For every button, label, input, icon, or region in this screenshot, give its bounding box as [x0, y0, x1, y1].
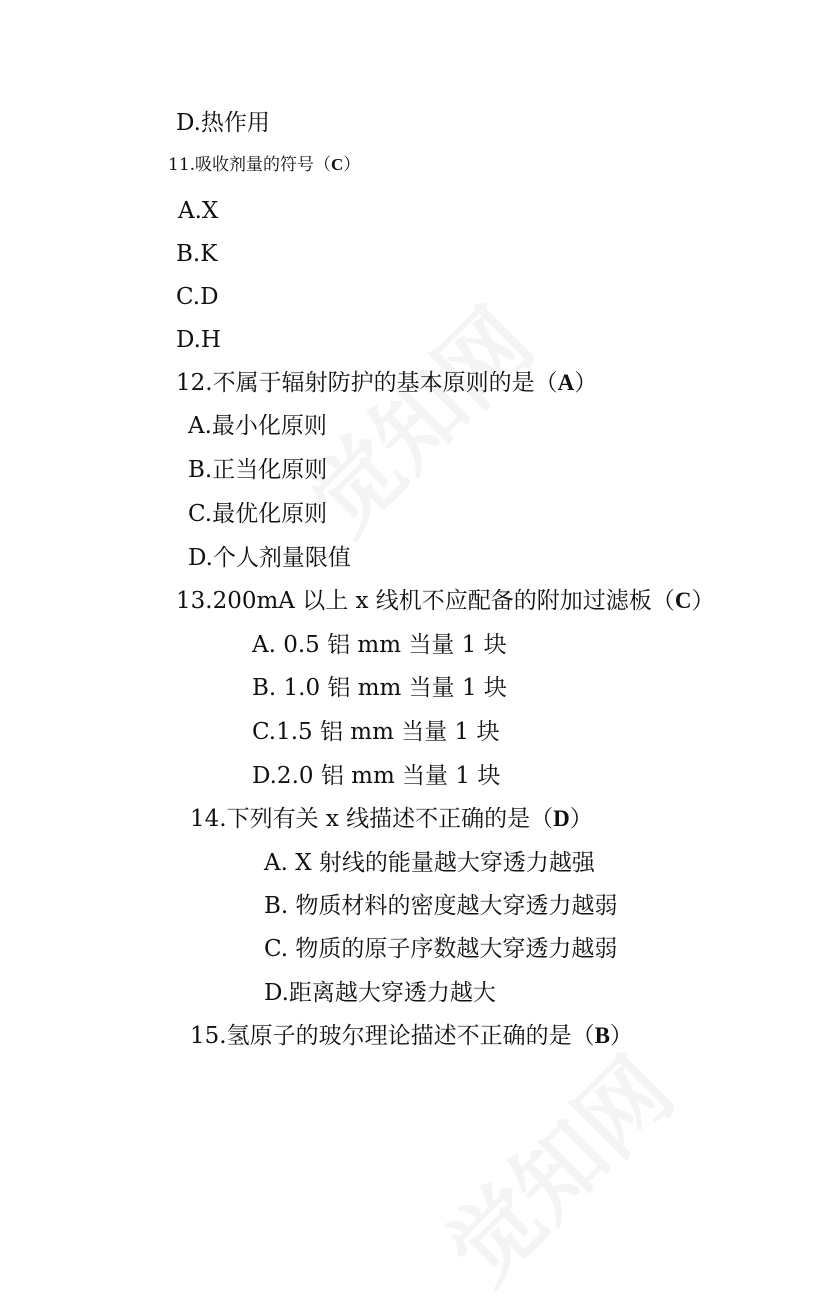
option-line: D.个人剂量限值: [188, 545, 351, 571]
question-line: 12.不属于辐射防护的基本原则的是（A）: [176, 370, 598, 396]
question-line: 15.氢原子的玻尔理论描述不正确的是（B）: [190, 1023, 633, 1049]
answer-letter: A: [557, 370, 575, 395]
option-line: D.热作用: [176, 110, 270, 136]
option-line: D.H: [176, 327, 221, 353]
option-line: D.2.0 铝 mm 当量 1 块: [252, 763, 501, 789]
option-line: A.最小化原则: [188, 413, 327, 439]
option-line: B.正当化原则: [188, 457, 328, 483]
option-line: A. X 射线的能量越大穿透力越强: [264, 850, 595, 876]
option-line: B. 1.0 铝 mm 当量 1 块: [252, 675, 507, 701]
question-line: 11.吸收剂量的符号（C）: [168, 155, 361, 175]
option-line: D.距离越大穿透力越大: [264, 980, 496, 1006]
answer-letter: C: [331, 155, 344, 174]
option-line: A. 0.5 铝 mm 当量 1 块: [252, 632, 507, 658]
watermark: [414, 1024, 697, 1306]
answer-letter: D: [553, 806, 570, 831]
answer-letter: C: [674, 588, 692, 613]
option-line: B. 物质材料的密度越大穿透力越弱: [264, 893, 618, 919]
option-line: C.最优化原则: [188, 501, 328, 527]
option-line: A.X: [178, 198, 219, 224]
option-line: B.K: [176, 241, 218, 267]
option-line: C. 物质的原子序数越大穿透力越弱: [264, 936, 618, 962]
answer-letter: B: [594, 1023, 610, 1048]
option-line: C.D: [176, 284, 219, 310]
question-line: 14.下列有关 x 线描述不正确的是（D）: [190, 806, 593, 832]
question-line: 13.200mA 以上 x 线机不应配备的附加过滤板（C）: [176, 588, 715, 614]
option-line: C.1.5 铝 mm 当量 1 块: [252, 719, 500, 745]
